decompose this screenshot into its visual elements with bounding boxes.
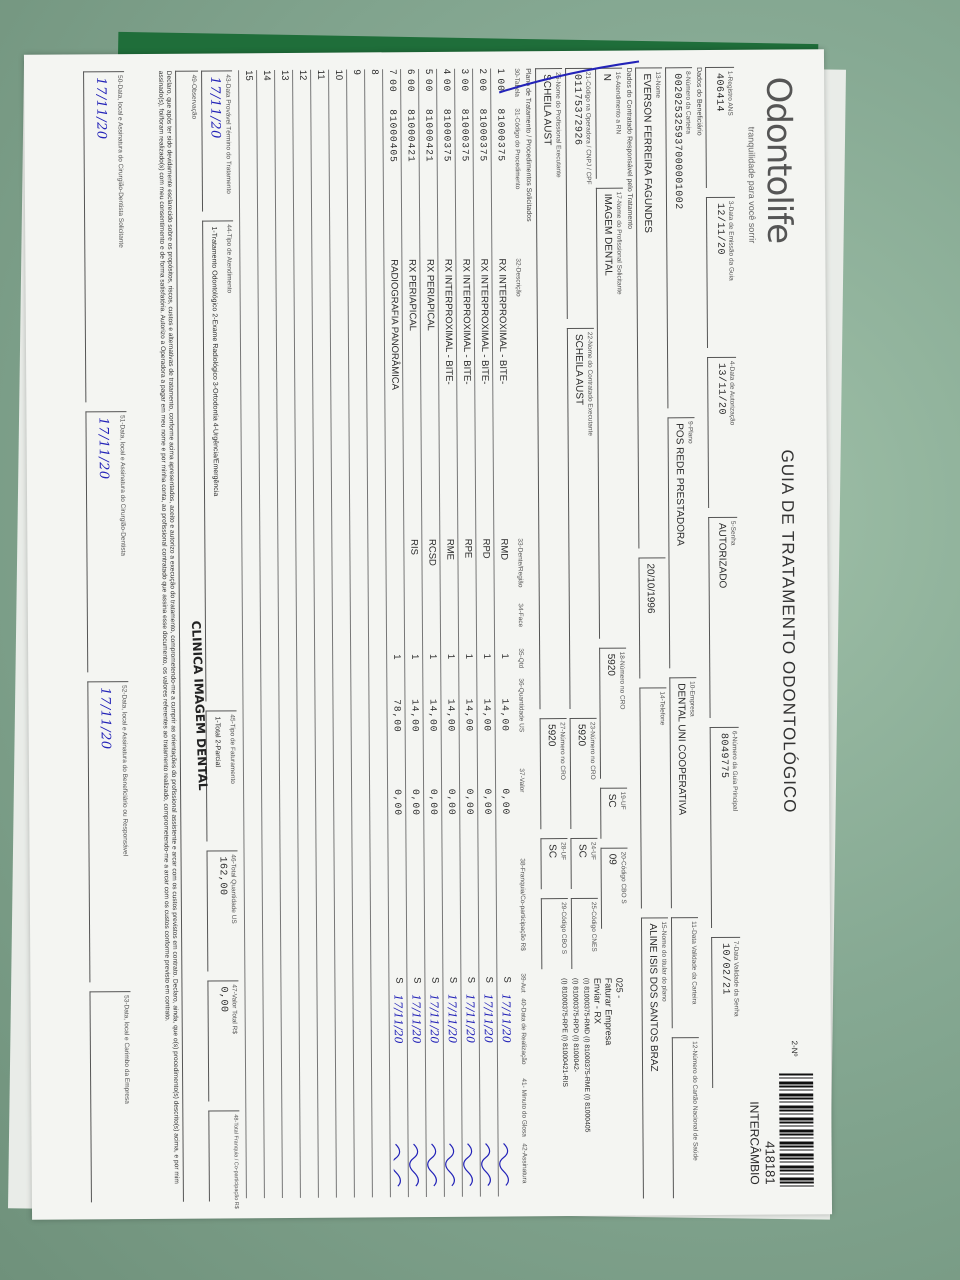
field-observacao[interactable]: 49-Observação [175,71,206,1202]
field-numero-guia-principal[interactable]: 6-Número da Guia Principal 8049775 [710,727,740,928]
field-registro-ans[interactable]: 1-Registro ANS 406414 [705,67,735,188]
column-header: 42-Assinatura [520,1143,528,1184]
field-tipo-faturamento[interactable]: 45-Tipo de Faturamento 1-Total 2-Parcial [206,710,238,841]
column-header: 39-Aut [519,973,527,993]
field-cro-solicitante[interactable]: 18-Número no CRO 5920 [599,648,627,779]
column-header: 32-Descrição [514,258,522,297]
field-contratado-executante[interactable]: 22-Nome do Contratado Executante SCHEILA AUST [567,328,597,709]
table-row[interactable]: 3 00 81000375 RX INTERPROXIMAL - BITE- RPE 1 14,00 0,00 S 17/11/20 [454,69,480,1197]
table-row[interactable]: 13 [274,70,300,1198]
section-contratado: Dados do Contratado Responsável pelo Tratamento [625,67,634,230]
clinic-stamp: CLINICA IMAGEM DENTAL [188,620,211,791]
field-carimbo-empresa[interactable]: 53-Data, local e Carimbo da Empresa [89,991,131,1202]
field-uf-solicitante[interactable]: 19-UF SC [600,788,627,839]
field-profissional-executante[interactable]: 26-Nome do Profissional Executante SCHEILA AUST [535,68,566,709]
table-row[interactable]: 8 [364,69,390,1197]
notes-code: 025 - [614,977,625,999]
field-tipo-atendimento[interactable]: 44-Tipo de Atendimento 1-Tratamento Odontológico 2-Exame Radiológico 3-Ortodontia 4-Urgência/Emergência [202,220,236,701]
handwritten-signatures [394,1138,514,1199]
field-codigo-operadora[interactable]: 21-Código na Operadora / CNPJ / CPF 01175372926 [565,68,594,319]
table-row[interactable]: 2 00 81000375 RX INTERPROXIMAL - BITE- RPD 1 14,00 0,00 S 17/11/20 [472,69,498,1197]
field-valor-total[interactable]: 47-Valor Total R$ 0,00 [207,980,239,1101]
section-plano-tratamento: Plano de Tratamento / Procedimentos Solicitados [524,68,533,222]
page-title: GUIA DE TRATAMENTO ODONTOLÓGICO [777,449,800,814]
field-senha[interactable]: 5-Senha AUTORIZADO [708,517,738,718]
field-plano[interactable]: 9-Plano POS REDE PRESTADORA [667,417,696,668]
field-nome[interactable]: 13-Nome EVERSON FERREIRA FAGUNDES [635,67,665,548]
column-header: 34-Face [516,603,524,628]
table-row[interactable]: 14 [256,70,282,1198]
field-cnes[interactable]: 25-Código CNES [571,898,598,969]
field-telefone[interactable]: 14-Telefone [639,687,668,908]
form-sheet [24,49,832,1220]
field-data-autorizacao[interactable]: 4-Data de Autorização 13/11/20 [707,357,737,508]
field-cbo-executante[interactable]: 29-Código CBO S [541,898,568,969]
table-row[interactable]: 4 00 81000375 RX INTERPROXIMAL - BITE- RME 1 14,00 0,00 S 17/11/20 [436,69,462,1197]
field-uf-executante[interactable]: 28-UF SC [540,838,567,889]
field-data-nascimento[interactable]: 20/10/1996 [638,557,666,678]
table-row[interactable]: 1 00 81000375 RX INTERPROXIMAL - BITE- RMD 1 14,00 0,00 S 17/11/20 [490,68,516,1196]
section-beneficiario: Dados do Beneficiário [695,67,703,136]
field-data-termino[interactable]: 43-Data Provável Término do Tratamento 17/11/20 [201,70,233,211]
column-header: 30-Tabela [513,68,521,97]
column-header: 41- Minuto do Glosa [520,1078,528,1137]
field-validade-senha[interactable]: 7-Data Validade da Senha 10/02/21 [711,937,741,1088]
field-assinatura-solicitante[interactable]: 50-Data, local e Assinatura do Cirurgião-Dentista Solicitante 17/11/20 [83,71,126,402]
table-row[interactable]: 7 00 81000405 RADIOGRAFIA PANORÂMICA 1 78,00 0,00 S 17/11/20 [382,69,408,1197]
field-titular-plano[interactable]: 15-Nome do titular do plano ALINE ISIS DOS SANTOS BRAZ [641,917,670,1198]
field-assinatura-beneficiario[interactable]: 52-Data, local e Assinatura do Beneficiário ou Responsável 17/11/20 [87,681,130,982]
field-nome-solicitante[interactable]: 17-Nome do Profissional Solicitante IMAGEM DENTAL [596,188,626,639]
notes-line: Enviar - RX [592,977,603,1024]
field-uf-contratado[interactable]: 24-UF SC [570,838,597,889]
pen-stroke [494,56,644,97]
odontolife-logo: Odontolife [758,76,800,244]
notes-line: Faturar Empresa [603,977,614,1046]
field-validade-carteira[interactable]: 11-Data Validade da Carteira [671,917,699,1028]
declaration-text: Declaro, que após ter sido devidamente esclarecido sobre os propósitos, riscos, custos e alternativas de tratamento, conforme acima apresentados, aceito e autorizo a execução do tratamento, comprometendo-me a cumprir as orientações do profissional assistente e arcar com os custos previstos em contrato. Declaro, ainda, que o(s) procedimento(s) descrito(s) acima, e por mim assinado(s), foi/foram realizado(s) com meu consentimento e de forma satisfatória. Autorizo a Operadora a pagar em meu nome e por minha conta, ao profissional contratado que assina esse documento, os valores referentes ao tratamento realizado, comprometendo-me a arcar com os custos conforme previsto em contrato. [157,70,180,1184]
column-header: 40-Data de Realização [519,998,528,1065]
field-total-us[interactable]: 46-Total Quantidade US 162,00 [207,850,239,971]
intercambio-label: INTERCÂMBIO [747,1101,762,1185]
field-empresa[interactable]: 10-Empresa DENTAL UNI COOPERATIVA [669,677,698,908]
billing-notes [558,978,626,1203]
field-numero-carteira[interactable]: 8-Número da Carteira 002025325937000001002 [665,67,694,408]
field-total-franquia[interactable]: 48-Total Franquia / Co-participação R$ [208,1110,240,1201]
field-cro-contratado[interactable]: 23-Número no CRO 5920 [570,718,598,829]
column-header: 36-Quantidade US [517,678,525,733]
column-header: 37-Valor [517,768,526,793]
table-row[interactable]: 12 [292,70,318,1198]
field-assinatura-dentista[interactable]: 51-Data, local e Assinatura do Cirurgião-Dentista 17/11/20 [85,411,128,672]
table-row[interactable]: 6 00 81000421 RX PERIAPICAL RIS 1 14,00 0,00 S 17/11/20 [400,69,426,1197]
barcode-icon [779,1073,814,1188]
guia-number: 418181 [762,1141,778,1185]
page-number-label: 2-Nº [789,1040,799,1057]
table-row[interactable]: 11 [310,70,336,1198]
logo-tagline: tranquilidade para você sorrir [746,126,758,244]
field-atendimento-rn[interactable]: 16-Atendimento a RN N [595,68,623,179]
notes-line: (I) 81000375-RPD (I) 8100042- [571,977,580,1073]
field-data-emissao[interactable]: 3-Data de Emissão da Guia 12/11/20 [706,197,736,348]
table-row[interactable]: 10 [328,70,354,1198]
column-header: 35-Qtd [517,648,525,669]
table-row[interactable]: 9 [346,69,372,1197]
treatment-guide-form [34,56,822,1211]
table-row[interactable]: 15 [238,70,264,1198]
field-cbo-solicitante[interactable]: 20-Código CBO S 09 [600,848,628,929]
notes-line: (I) 81000375-RPE (I) 81000421-RIS [560,978,569,1087]
field-cro-executante[interactable]: 27-Número no CRO 5920 [540,718,568,829]
notes-line: (I) 81000375-RMD (I) 81000375-RME (I) 81000405 [582,977,591,1133]
column-header: 33-Dente/Região [516,538,524,588]
column-header: 38-Franquia/Co-participação R$ [518,858,527,951]
field-cartao-nacional[interactable]: 12-Número do Cartão Nacional de Saúde [672,1037,700,1198]
table-row[interactable]: 5 00 81000421 RX PERIAPICAL RCSD 1 14,00 0,00 S 17/11/20 [418,69,444,1197]
column-header: 31-Código do Procedimento [513,108,521,190]
